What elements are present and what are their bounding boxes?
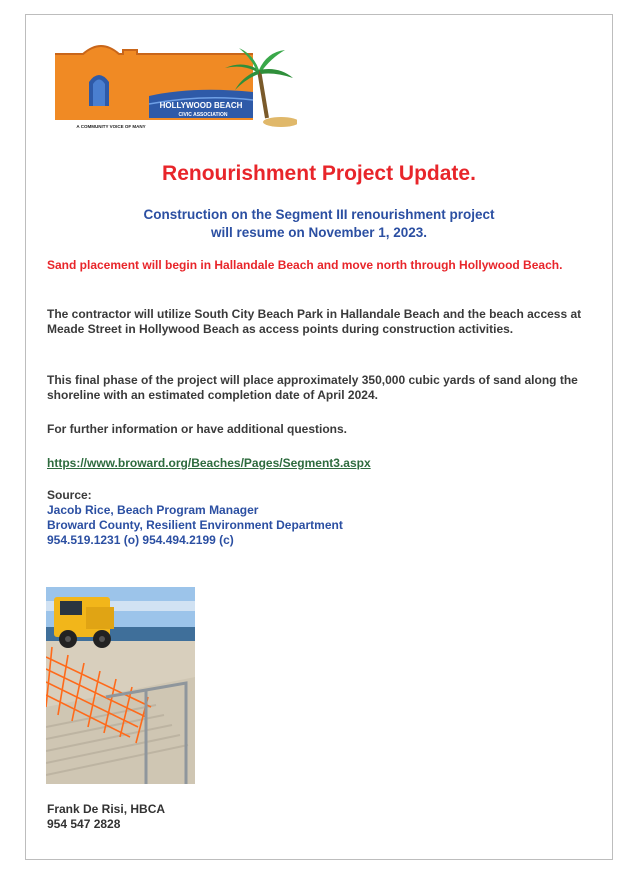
document-page bbox=[25, 14, 613, 860]
hbca-logo bbox=[53, 34, 297, 136]
source-label: Source: bbox=[47, 488, 92, 502]
final-phase-text: This final phase of the project will place approximately 350,000 cubic yards of sand along the shoreline with an estimated completion date of April 2024. bbox=[47, 373, 578, 402]
signature-name: Frank De Risi, HBCA bbox=[47, 802, 166, 816]
subhead-line2: will resume on November 1, 2023. bbox=[210, 225, 428, 240]
logo-tagline: A COMMUNITY VOICE OF MANY bbox=[76, 124, 146, 129]
logo-line2: CIVIC ASSOCIATION bbox=[178, 112, 228, 118]
segment3-link[interactable]: https://www.broward.org/Beaches/Pages/Segment3.aspx bbox=[47, 456, 371, 470]
source-block bbox=[47, 488, 595, 548]
signature-block bbox=[47, 802, 595, 832]
source-phones: 954.519.1231 (o) 954.494.2199 (c) bbox=[47, 533, 234, 547]
page-title: Renourishment Project Update. bbox=[162, 162, 476, 185]
subheadline bbox=[26, 206, 612, 242]
subhead-line1: Construction on the Segment III renourishment project bbox=[143, 207, 495, 222]
sand-placement-text: Sand placement will begin in Hallandale Beach and move north through Hollywood Beach. bbox=[47, 258, 563, 272]
logo-line1: HOLLYWOOD BEACH bbox=[159, 101, 243, 110]
source-name: Jacob Rice, Beach Program Manager bbox=[47, 503, 259, 517]
signature-phone: 954 547 2828 bbox=[47, 817, 121, 831]
source-department: Broward County, Resilient Environment Department bbox=[47, 518, 343, 532]
construction-photo bbox=[46, 587, 195, 784]
contractor-text: The contractor will utilize South City Beach Park in Hallandale Beach and the beach access at Meade Street in Hollywood Beach as access points during construction activities. bbox=[47, 307, 582, 336]
further-info-text: For further information or have additional questions. bbox=[47, 422, 348, 436]
